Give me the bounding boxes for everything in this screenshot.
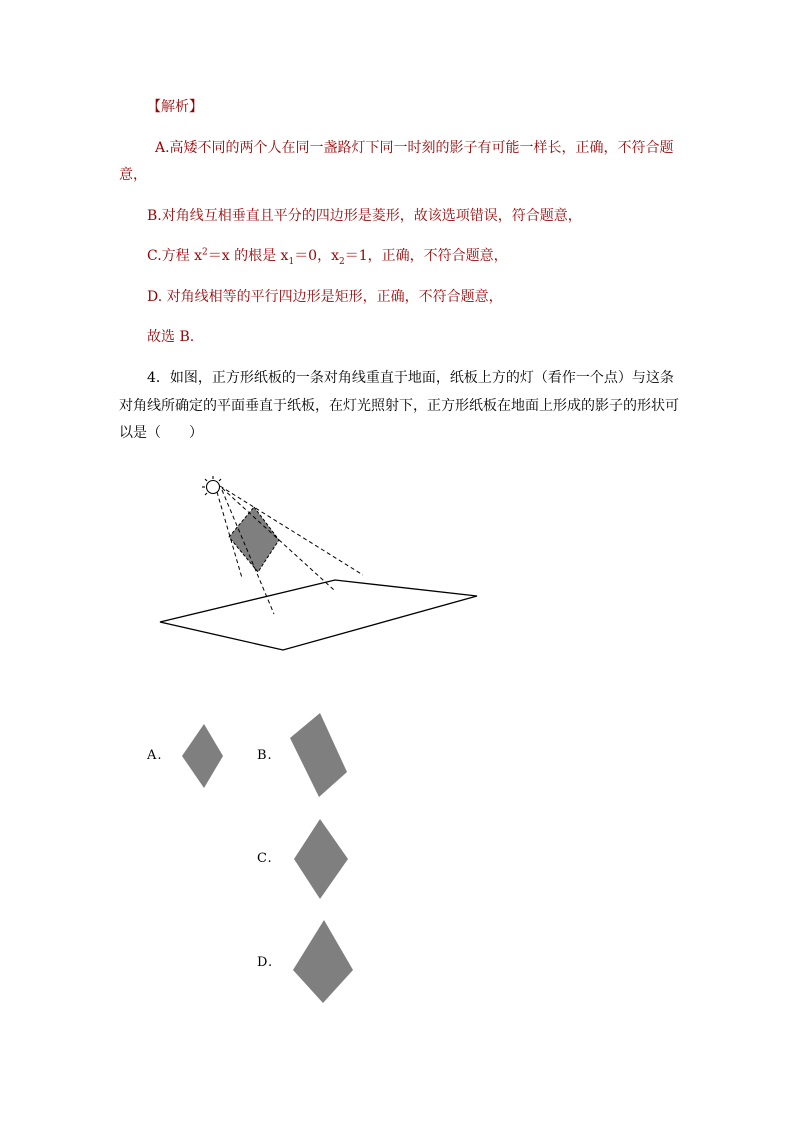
question-line-1: 4．如图，正方形纸板的一条对角线重直于地面，纸板上方的灯（看作一个点）与这条: [147, 370, 674, 386]
analysis-heading: 【解析】: [147, 99, 203, 115]
option-c-shape: [294, 819, 348, 899]
question-line-3: 以是（ ）: [119, 425, 203, 441]
option-d-label: D.: [257, 955, 274, 970]
analysis-line-a: A.高矮不同的两个人在同一盏路灯下同一时刻的影子有可能一样长，正确，不符合题: [155, 140, 674, 156]
analysis-line-b: B.对角线互相垂直且平分的四边形是菱形，故该选项错误，符合题意，: [147, 208, 582, 224]
option-b-shape: [290, 713, 347, 797]
option-b-label: B.: [257, 748, 273, 763]
analysis-line-d: D. 对角线相等的平行四边形是矩形，正确，不符合题意，: [147, 289, 503, 305]
light-rays: [217, 486, 363, 614]
analysis-conclusion: 故选 B.: [147, 329, 195, 345]
option-d-shape: [293, 920, 353, 1003]
analysis-line-a-cont: 意，: [119, 167, 147, 183]
option-a-label: A.: [147, 748, 163, 763]
analysis-line-c: C.方程 $x^2=x$ 的根是 $x_1=0$，$x_2=1$，正确，不符合题意，: [147, 247, 508, 267]
ground-plane: [160, 580, 477, 650]
lamp-icon: [202, 476, 221, 495]
option-c-label: C.: [257, 851, 273, 866]
question-line-2: 对角线所确定的平面垂直于纸板，在灯光照射下，正方形纸板在地面上形成的影子的形状可: [119, 398, 679, 414]
option-a-shape: [182, 724, 223, 788]
